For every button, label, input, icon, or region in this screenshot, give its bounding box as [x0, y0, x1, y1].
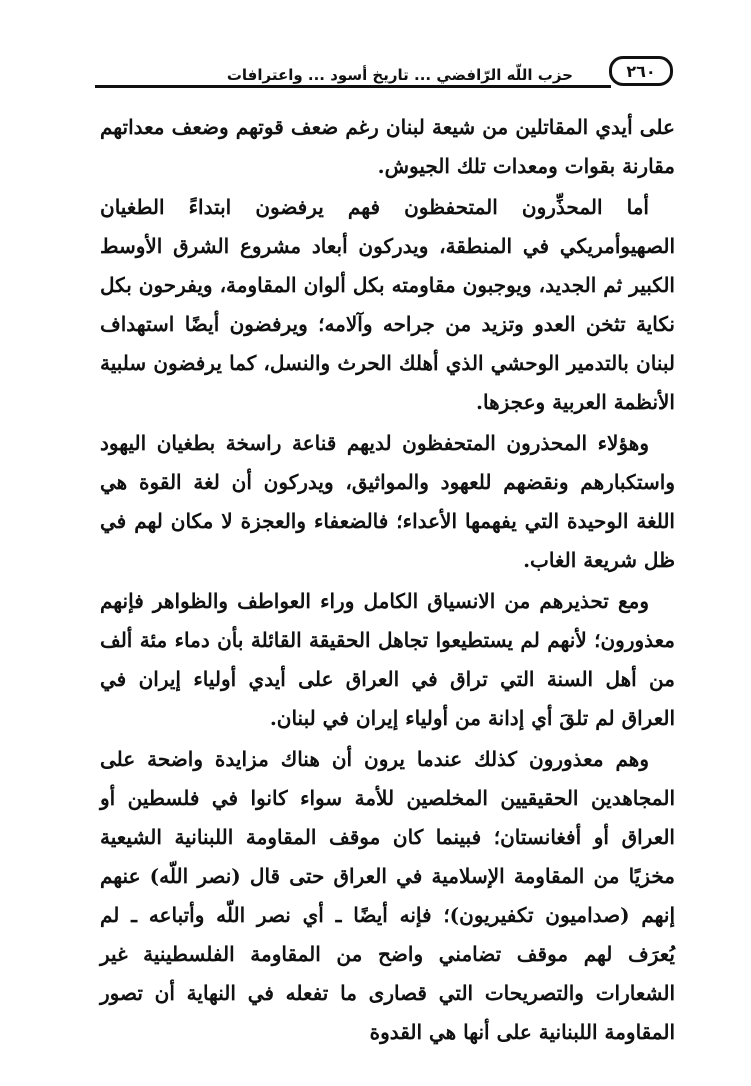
- header-rule: [95, 85, 611, 88]
- paragraph: وهؤلاء المحذرون المتحفظون لديهم قناعة راسخة بطغيان اليهود واستكبارهم ونقضهم للعهود والمواثيق، ويدركون أن لغة القوة هي اللغة الوحيدة التي يفهمها الأعداء؛ فالضعفاء والعجزة لا مكان لهم في ظل شريعة الغاب.: [100, 431, 675, 572]
- paragraph: أما المحذِّرون المتحفظون فهم يرفضون ابتداءً الطغيان الصهيوأمريكي في المنطقة، ويدركون أبعاد مشروع الشرق الأوسط الكبير ثم الجديد، ويوجبون مقاومته بكل ألوان المقاومة، ويفرحون بكل نكاية تثخن العدو وتزيد من جراحه وآلامه؛ ويرفضون أيضًا استهداف لبنان بالتدمير الوحشي الذي أهلك الحرث والنسل، كما يرفضون سلبية الأنظمة العربية وعجزها.: [100, 195, 675, 414]
- running-title: حزب اللّه الرّافضي ... تاريخ أسود ... واعترافات: [226, 66, 573, 84]
- paragraph: على أيدي المقاتلين من شيعة لبنان رغم ضعف قوتهم وضعف معداتهم مقارنة بقوات ومعدات تلك الجيوش.: [100, 115, 675, 178]
- paragraph: ومع تحذيرهم من الانسياق الكامل وراء العواطف والظواهر فإنهم معذورون؛ لأنهم لم يستطيعوا تجاهل الحقيقة القائلة بأن دماء مئة ألف من أهل السنة التي تراق في العراق على أيدي أولياء إيران في العراق لم تلقَ أي إدانة من أولياء إيران في لبنان.: [100, 589, 675, 730]
- paragraph: وهم معذورون كذلك عندما يرون أن هناك مزايدة واضحة على المجاهدين الحقيقيين المخلصين للأمة سواء كانوا في فلسطين أو العراق أو أفغانستان؛ فبينما كان موقف المقاومة اللبنانية الشيعية مخزيًا من المقاومة الإسلامية في العراق حتى قال (نصر اللّه) عنهم إنهم (صداميون تكفيريون)؛ فإنه أيضًا ـ أي نصر اللّه وأتباعه ـ لم يُعرَف لهم موقف تضامني واضح من المقاومة الفلسطينية غير الشعارات والتصريحات التي قصارى ما تفعله في النهاية أن تصور المقاومة اللبنانية على أنها هي القدوة: [100, 747, 675, 1044]
- body-text: [100, 108, 675, 1054]
- running-header: [95, 52, 673, 92]
- page-number: ٢٦٠: [609, 56, 673, 86]
